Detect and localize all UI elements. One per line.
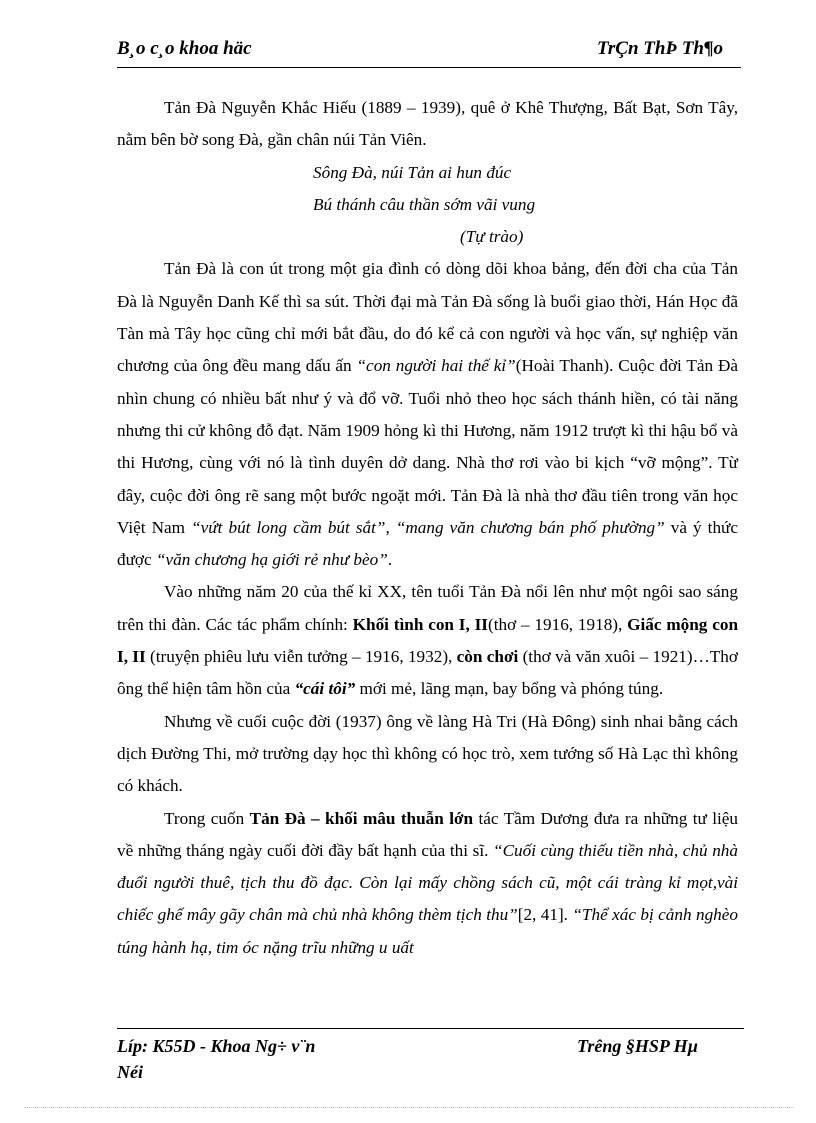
work-title: Khối tình con I, II [352,614,488,634]
header-author-name: TrÇn ThÞ Th¶o [597,38,723,59]
paragraph-text: Vào những năm 20 của thế kỉ XX, tên tuổi Tản Đà nổi lên như một ngôi sao sáng trên thi đàn. Các tác phẩm chính: [117,582,738,634]
paragraph-text: mới mẻ, lãng mạn, bay bổng và phóng túng. [355,679,664,699]
poem-source: (Tự trào) [460,227,524,247]
quote-text: “Cuối cùng thiếu tiền nhà, chủ nhà đuổi người thuê, tịch thu đồ đạc. Còn lại mấy chồng sách cũ, một cái tràng kỉ mọt,vài chiếc ghế mây gãy chân mà chủ nhà không thèm tịch thu” [117,840,738,925]
work-title: còn chơi [456,647,519,667]
footer-divider [117,1028,744,1029]
paragraph-late-life [117,706,738,803]
book-title: Tản Đà – khối mâu thuẫn lớn [249,808,474,828]
paragraph-last-days [117,803,738,964]
emphasis-text: “cái tôi” [294,679,356,699]
poem-line-1: Sông Đà, núi Tản ai hun đúc [313,162,512,182]
paragraph-text: và ý thức được [117,517,738,570]
quote-text: “vứt bút long cầm bút sắt”, “mang văn chương bán phố phường” [191,517,665,537]
paragraph-text: (thơ – 1916, 1918), [488,614,628,634]
footer-class-info: Líp: K55D - Khoa Ng÷ v¨n [117,1036,316,1056]
paragraph-intro [117,92,738,157]
quote-text: “văn chương hạ giới rẻ như bèo” [155,550,388,570]
paragraph-works [117,576,738,705]
work-title: Giấc mộng con I, II [117,614,738,667]
header-divider [117,67,741,68]
paragraph-text: tác Tầm Dương đưa ra những tư liệu về những tháng ngày cuối đời đầy bất hạnh của thi sĩ. [117,808,738,860]
paragraph-text: Trong cuốn [164,808,250,828]
quote-text: “Thể xác bị cảnh nghèo túng hành hạ, tim óc nặng trĩu những u uất [117,905,738,957]
paragraph-biography [117,253,738,576]
paragraph-text: (thơ và văn xuôi – 1921)…Thơ ông thể hiện tâm hồn của [117,647,738,699]
page-bottom-dotted-line [24,1107,794,1108]
paragraph-text: (truyện phiêu lưu viễn tưởng – 1916, 1932), [145,647,457,667]
footer-university: Trêng §HSP Hµ [577,1036,699,1056]
footer-class-info-continued: Néi [117,1062,143,1082]
paragraph-text: Tản Đà là con út trong một gia đình có dòng dõi khoa bảng, đến đời cha của Tản Đà là Nguyễn Danh Kế thì sa sút. Thời đại mà Tản Đà sống là buổi giao thời, Hán Học đã Tàn mà Tây học cũng chỉ mới bắt đầu, do đó kể cả con người và học vấn, sự nghiệp văn chương của ông đều mang dấu ấn [117,259,738,376]
poem-line-2: Bú thánh câu thần sớm vãi vung [313,194,536,214]
paragraph-text: [2, 41]. [517,905,573,925]
paragraph-text: Nhưng về cuối cuộc đời (1937) ông về làng Hà Tri (Hà Đông) sinh nhai bằng cách dịch Đường Thi, mở trường dạy học thì không có học trò, xem tướng số Hà Lạc thì không có khách. [117,711,738,796]
document-body [117,92,738,964]
paragraph-text: . [387,550,393,570]
quote-text: “con người hai thế kỉ” [356,356,516,376]
paragraph-text: Tản Đà Nguyễn Khắc Hiếu (1889 – 1939), quê ở Khê Thượng, Bất Bạt, Sơn Tây, nằm bên bờ song Đà, gần chân núi Tản Viên. [117,98,738,150]
header-report-title: B¸o c¸o khoa häc [117,38,252,59]
paragraph-text: (Hoài Thanh). Cuộc đời Tản Đà nhìn chung có nhiều bất như ý và đổ vỡ. Tuổi nhỏ theo học sách thánh hiền, có tài năng nhưng thi cử không đỗ đạt. Năm 1909 hỏng kì thi Hương, năm 1912 trượt kì thi hậu bổ và thi Hương, cùng với nó là tình duyên dở dang. Nhà thơ rơi vào bi kịch “vỡ mộng”. Từ đây, cuộc đời ông rẽ sang một bước ngoặt mới. Tản Đà là nhà thơ đầu tiên trong văn học Việt Nam [117,356,738,537]
